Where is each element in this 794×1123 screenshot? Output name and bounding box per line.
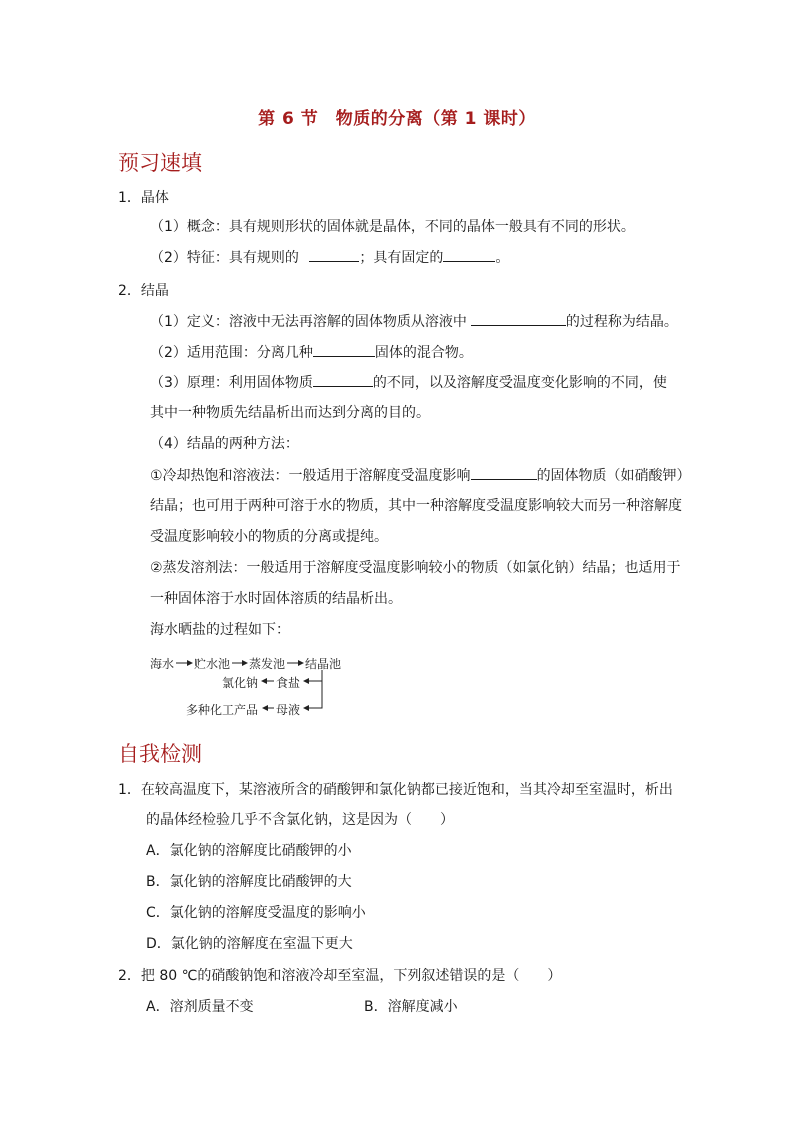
method-cooling-text-3: 结晶；也可用于两种可溶于水的物质，其中一种溶解度受温度影响较大而另一种溶解度 (150, 498, 682, 514)
definition-text-2: 的过程称为结晶。 (565, 314, 678, 330)
sea-salt-intro: 海水晒盐的过程如下： (150, 622, 290, 638)
question-2-option-a[interactable]: A．溶剂质量不变 (146, 999, 254, 1015)
flow-node-crystallization-pond: 结晶池 (305, 657, 342, 671)
section-heading-self-check: 自我检测 (118, 742, 202, 766)
crystal-concept: （1）概念：具有规则形状的固体就是晶体，不同的晶体一般具有不同的形状。 (150, 219, 635, 235)
flow-node-evaporation-pond: 蒸发池 (249, 657, 286, 671)
question-1-stem-cont: 的晶体经检验几乎不含氯化钠，这是因为（ ） (146, 812, 454, 828)
flow-node-seawater: 海水 (150, 657, 175, 671)
question-1-option-d[interactable]: D．氯化钠的溶解度在室温下更大 (146, 936, 353, 952)
definition-text-1: （1）定义：溶液中无法再溶解的固体物质从溶液中 (150, 314, 467, 330)
crystal-feature-text-1: （2）特征：具有规则的 (150, 250, 299, 266)
method-cooling-text-1: ①冷却热饱和溶液法：一般适用于溶解度受温度影响 (150, 468, 471, 484)
principle-text-2: 的不同，以及溶解度受温度变化影响的不同，使 (372, 375, 667, 391)
flow-node-chemical-products: 多种化工产品 (186, 703, 259, 717)
scope-text-1: （2）适用范围：分离几种 (150, 345, 313, 361)
question-1-option-a[interactable]: A．氯化钠的溶解度比硝酸钾的小 (146, 843, 352, 859)
crystal-feature-text-3: 。 (495, 250, 510, 266)
method-cooling-text-4: 受温度影响较小的物质的分离或提纯。 (150, 529, 388, 545)
item-label-crystal: 1．晶体 (118, 190, 169, 206)
section-heading-preview: 预习速填 (118, 151, 202, 175)
flow-node-reservoir: 贮水池 (194, 657, 231, 671)
method-evaporation-text-2: 一种固体溶于水时固体溶质的结晶析出。 (150, 591, 402, 607)
scope-text-2: 固体的混合物。 (374, 345, 473, 361)
bracket-arrow-icon (304, 670, 322, 708)
principle-text-3: 其中一种物质先结晶析出而达到分离的目的。 (150, 405, 430, 421)
method-evaporation: ②蒸发溶剂法：一般适用于溶解度受温度影响较小的物质（如氯化钠）结晶；也适用于 (150, 560, 681, 576)
question-1-option-b[interactable]: B．氯化钠的溶解度比硝酸钾的大 (146, 874, 352, 890)
crystal-feature-text-2: ；具有固定的 (359, 250, 444, 266)
question-1-stem: 1．在较高温度下，某溶液所含的硝酸钾和氯化钠都已接近饱和，当其冷却至室温时，析出 (118, 782, 673, 798)
question-1-option-c[interactable]: C．氯化钠的溶解度受温度的影响小 (146, 905, 366, 921)
question-2-stem: 2．把 80 ℃的硝酸钠饱和溶液冷却至室温，下列叙述错误的是（ ） (118, 968, 562, 984)
flow-node-mother-liquor: 母液 (276, 703, 301, 717)
question-2-option-b[interactable]: B．溶解度减小 (364, 999, 458, 1015)
page-title: 第 6 节 物质的分离（第 1 课时） (258, 109, 536, 129)
method-cooling-text-2: 的固体物质（如硝酸钾） (536, 468, 691, 484)
flow-node-sodium-chloride: 氯化钠 (222, 676, 259, 690)
flow-node-table-salt: 食盐 (276, 676, 301, 690)
two-methods-label: （4）结晶的两种方法： (150, 436, 299, 452)
item-label-crystallization: 2．结晶 (118, 283, 169, 299)
principle-text-1: （3）原理：利用固体物质 (150, 375, 313, 391)
